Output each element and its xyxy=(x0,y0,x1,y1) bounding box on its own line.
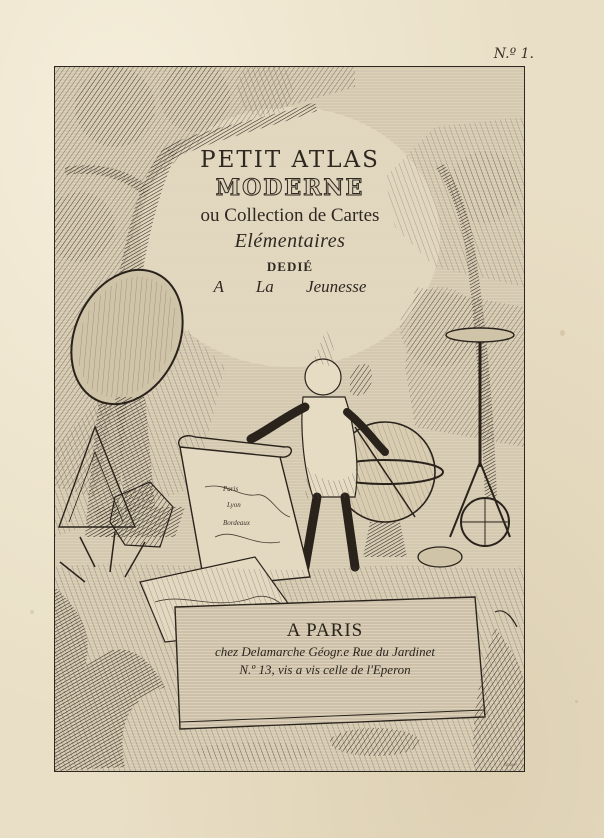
title-line-1: PETIT ATLAS xyxy=(200,147,380,173)
engraved-frontispiece xyxy=(54,66,525,772)
map-label-lyon: Lyon xyxy=(227,501,241,509)
map-label-paris: Paris xyxy=(223,485,239,493)
foxing-spot xyxy=(575,700,578,703)
foxing-spot xyxy=(560,330,565,336)
title-line-5: DEDIÉ xyxy=(266,259,314,274)
title-line-3: ou Collection de Cartes xyxy=(200,205,380,226)
title-line-2: MODERNE xyxy=(215,175,365,201)
engraver-signature: Gravé xyxy=(503,763,516,768)
title-block xyxy=(165,147,415,297)
title-line-4: Elémentaires xyxy=(234,230,346,252)
imprint-city: A PARIS xyxy=(286,620,364,641)
foxing-spot xyxy=(30,610,34,614)
title-line-6: A La Jeunesse xyxy=(213,277,367,296)
imprint-publisher: chez Delamarche Géogr.e Rue du Jardinet xyxy=(215,644,435,659)
imprint-address: N.º 13, vis a vis celle de l'Eperon xyxy=(239,662,411,677)
imprint-block xyxy=(175,620,475,678)
map-label-bordeaux: Bordeaux xyxy=(223,519,250,527)
plate-number: N.º 1. xyxy=(493,46,534,62)
